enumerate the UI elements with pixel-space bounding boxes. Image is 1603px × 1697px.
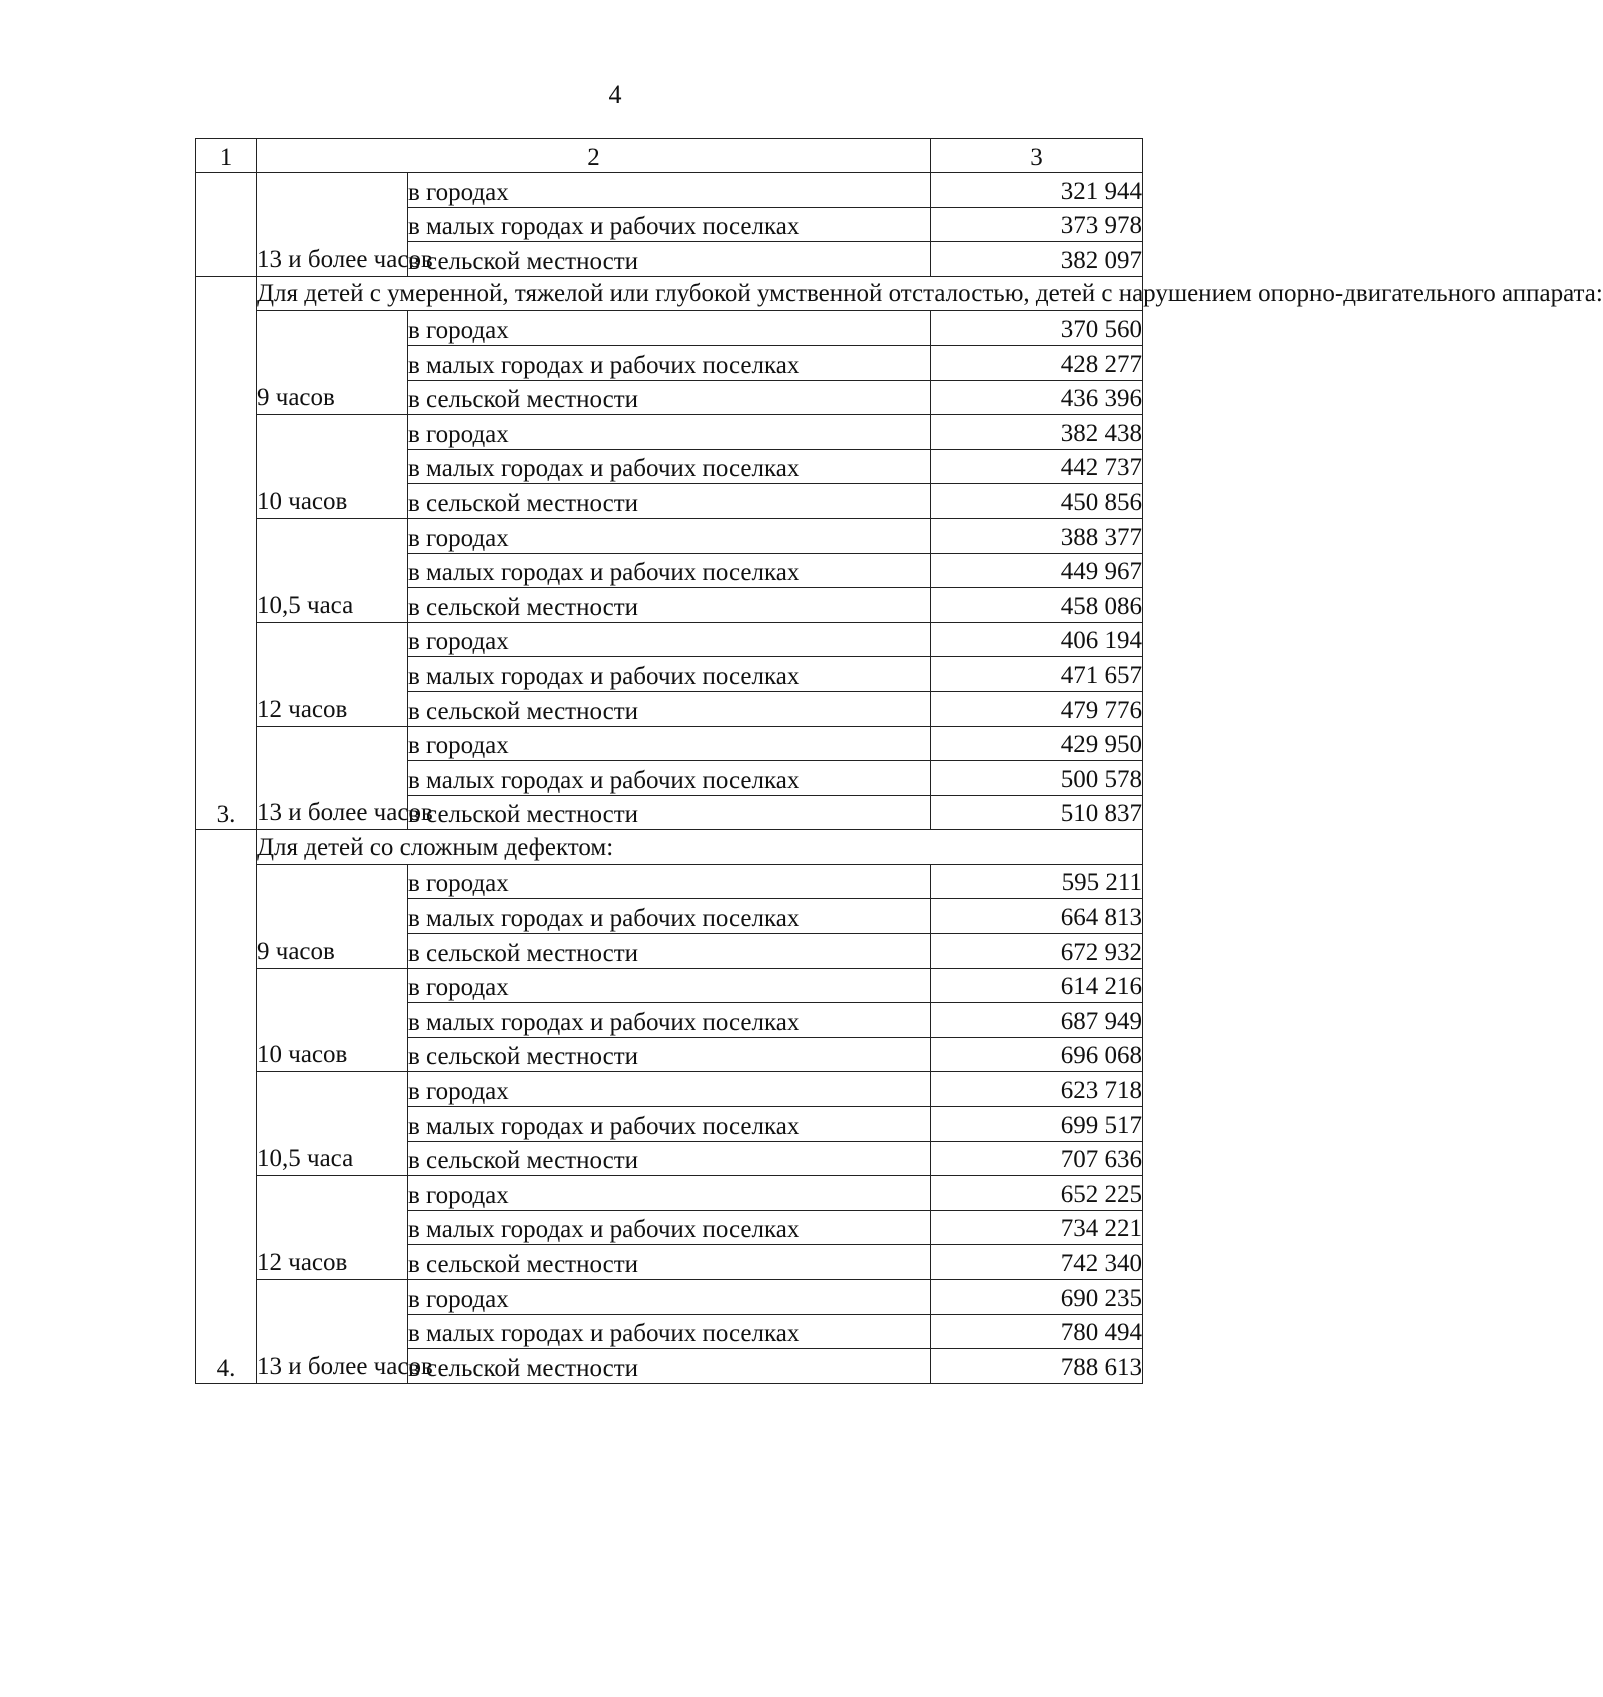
section-title: Для детей с умеренной, тяжелой или глубокой умственной отсталостью, детей с нарушением опорно-двигательного аппарата: bbox=[257, 276, 1143, 311]
table-row bbox=[196, 1072, 1143, 1107]
header-col-3: 3 bbox=[931, 139, 1143, 173]
area-cell: в сельской местности bbox=[408, 934, 931, 969]
area-cell: в малых городах и рабочих поселках bbox=[408, 1107, 931, 1142]
table-row bbox=[196, 968, 1143, 1003]
value-cell: 442 737 bbox=[931, 449, 1143, 484]
area-cell: в малых городах и рабочих поселках bbox=[408, 657, 931, 692]
table-row bbox=[196, 173, 1143, 208]
area-cell: в городах bbox=[408, 1176, 931, 1211]
area-cell: в малых городах и рабочих поселках bbox=[408, 761, 931, 796]
area-cell: в городах bbox=[408, 968, 931, 1003]
value-cell: 614 216 bbox=[931, 968, 1143, 1003]
area-cell: в малых городах и рабочих поселках bbox=[408, 553, 931, 588]
value-cell: 500 578 bbox=[931, 761, 1143, 796]
hours-cell: 9 часов bbox=[257, 864, 408, 968]
rates-table-body bbox=[196, 139, 1603, 1384]
area-cell: в сельской местности bbox=[408, 1037, 931, 1072]
value-cell: 321 944 bbox=[931, 173, 1143, 208]
area-cell: в малых городах и рабочих поселках bbox=[408, 1003, 931, 1038]
area-cell: в малых городах и рабочих поселках bbox=[408, 449, 931, 484]
header-col-2: 2 bbox=[257, 139, 931, 173]
value-cell: 449 967 bbox=[931, 553, 1143, 588]
table-row bbox=[196, 864, 1143, 899]
hours-cell: 13 и более часов bbox=[257, 1280, 408, 1384]
value-cell: 370 560 bbox=[931, 311, 1143, 346]
value-cell: 406 194 bbox=[931, 622, 1143, 657]
hours-cell: 13 и более часов bbox=[257, 173, 408, 277]
hours-cell: 9 часов bbox=[257, 311, 408, 415]
header-row bbox=[196, 139, 1143, 173]
table-row bbox=[196, 518, 1143, 553]
hours-cell: 10 часов bbox=[257, 968, 408, 1072]
area-cell: в малых городах и рабочих поселках bbox=[408, 1314, 931, 1349]
area-cell: в сельской местности bbox=[408, 1349, 931, 1384]
number-cell-empty bbox=[196, 173, 257, 277]
value-cell: 652 225 bbox=[931, 1176, 1143, 1211]
value-cell: 479 776 bbox=[931, 691, 1143, 726]
area-cell: в малых городах и рабочих поселках bbox=[408, 207, 931, 242]
table-row bbox=[196, 311, 1143, 346]
value-cell: 687 949 bbox=[931, 1003, 1143, 1038]
area-cell: в городах bbox=[408, 518, 931, 553]
hours-cell: 12 часов bbox=[257, 622, 408, 726]
value-cell: 382 438 bbox=[931, 415, 1143, 450]
value-cell: 788 613 bbox=[931, 1349, 1143, 1384]
value-cell: 734 221 bbox=[931, 1210, 1143, 1245]
area-cell: в городах bbox=[408, 311, 931, 346]
value-cell: 382 097 bbox=[931, 242, 1143, 277]
hours-cell: 10 часов bbox=[257, 415, 408, 519]
area-cell: в городах bbox=[408, 1072, 931, 1107]
value-cell: 428 277 bbox=[931, 345, 1143, 380]
area-cell: в городах bbox=[408, 415, 931, 450]
page-number: 4 bbox=[608, 80, 622, 109]
hours-cell: 10,5 часа bbox=[257, 518, 408, 622]
area-cell: в городах bbox=[408, 1280, 931, 1315]
area-cell: в сельской местности bbox=[408, 1141, 931, 1176]
area-cell: в сельской местности bbox=[408, 242, 931, 277]
area-cell: в сельской местности bbox=[408, 691, 931, 726]
area-cell: в сельской местности bbox=[408, 1245, 931, 1280]
area-cell: в малых городах и рабочих поселках bbox=[408, 345, 931, 380]
table-row bbox=[196, 415, 1143, 450]
table-row bbox=[196, 622, 1143, 657]
value-cell: 672 932 bbox=[931, 934, 1143, 969]
hours-cell: 12 часов bbox=[257, 1176, 408, 1280]
header-col-1: 1 bbox=[196, 139, 257, 173]
area-cell: в малых городах и рабочих поселках bbox=[408, 899, 931, 934]
value-cell: 388 377 bbox=[931, 518, 1143, 553]
area-cell: в сельской местности bbox=[408, 484, 931, 519]
hours-cell: 13 и более часов bbox=[257, 726, 408, 830]
value-cell: 690 235 bbox=[931, 1280, 1143, 1315]
area-cell: в малых городах и рабочих поселках bbox=[408, 1210, 931, 1245]
section-number: 4. bbox=[196, 830, 257, 1384]
value-cell: 429 950 bbox=[931, 726, 1143, 761]
area-cell: в сельской местности bbox=[408, 795, 931, 830]
section-number: 3. bbox=[196, 276, 257, 830]
value-cell: 623 718 bbox=[931, 1072, 1143, 1107]
value-cell: 780 494 bbox=[931, 1314, 1143, 1349]
area-cell: в сельской местности bbox=[408, 588, 931, 623]
value-cell: 664 813 bbox=[931, 899, 1143, 934]
value-cell: 450 856 bbox=[931, 484, 1143, 519]
hours-cell: 10,5 часа bbox=[257, 1072, 408, 1176]
value-cell: 471 657 bbox=[931, 657, 1143, 692]
table-row bbox=[196, 1280, 1143, 1315]
value-cell: 595 211 bbox=[931, 864, 1143, 899]
table-row bbox=[196, 1176, 1143, 1211]
value-cell: 436 396 bbox=[931, 380, 1143, 415]
value-cell: 373 978 bbox=[931, 207, 1143, 242]
value-cell: 458 086 bbox=[931, 588, 1143, 623]
table-row bbox=[196, 726, 1143, 761]
value-cell: 510 837 bbox=[931, 795, 1143, 830]
section-title: Для детей со сложным дефектом: bbox=[257, 830, 1143, 865]
area-cell: в сельской местности bbox=[408, 380, 931, 415]
area-cell: в городах bbox=[408, 622, 931, 657]
value-cell: 742 340 bbox=[931, 1245, 1143, 1280]
value-cell: 707 636 bbox=[931, 1141, 1143, 1176]
area-cell: в городах bbox=[408, 173, 931, 208]
area-cell: в городах bbox=[408, 864, 931, 899]
rates-table bbox=[195, 138, 1603, 1384]
value-cell: 699 517 bbox=[931, 1107, 1143, 1142]
value-cell: 696 068 bbox=[931, 1037, 1143, 1072]
area-cell: в городах bbox=[408, 726, 931, 761]
